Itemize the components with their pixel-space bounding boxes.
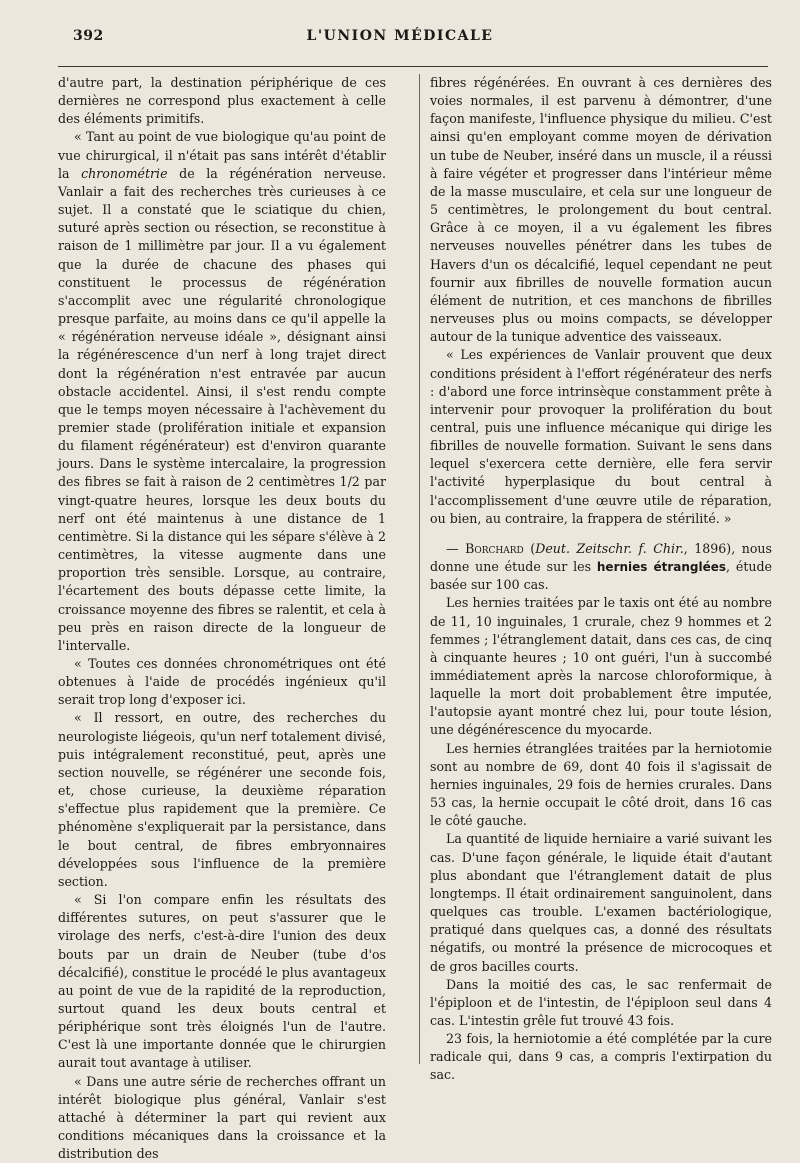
paragraph: d'autre part, la destination périphérique de ces dernières ne correspond plus exactement à celle des éléments primitifs. <box>58 75 386 127</box>
paragraph: « Il ressort, en outre, des recherches du neurologiste liégeois, qu'un nerf totalement divisé, puis intégralement reconstitué, peut, après une section nouvelle, se régénérer une seconde fois, et, chose curieuse, la deuxième réparation s'effectue plus rapidement que la première. Ce phénomène s'expliquerait par la persistance, dans le bout central, de fibres embryonnaires développées sous l'influence de la première section. <box>58 710 386 889</box>
running-title: L'UNION MÉDICALE <box>306 28 494 44</box>
author-name: Borchard <box>465 540 524 556</box>
page-number: 392 <box>73 28 104 44</box>
topic-heading: hernies étranglées <box>596 560 727 575</box>
paragraph: fibres régénérées. En ouvrant à ces dernières des voies normales, il est parvenu à démontrer, d'une façon manifeste, l'influence physique du milieu. C'est ainsi qu'en employant comme moyen de dérivation un tube de Neuber, inséré dans un muscle, il a réussi à faire végéter et progresser dans l'intérieur même de la masse musculaire, et cela sur une longueur de 5 centimètres, le prolongement du bout central. Grâce à ce moyen, il a vu également les fibres nerveuses nouvelles pénétrer dans les tubes de Havers d'un os décalcifié, lequel cependant ne peut fournir aux fibrilles de nouvelle formation aucun élément de nutrition, et ces manchons de fibrilles nerveuses plus ou moins compacts, se développer autour de la tunique adventice des vaisseaux. <box>430 75 772 345</box>
review-paragraph: — Borchard (Deut. Zeitschr. f. Chir., 1896), nous donne une étude sur les hernies étranglées, étude basée sur 100 cas. <box>430 540 773 593</box>
left-column <box>58 74 386 1163</box>
journal-reference: Deut. Zeitschr. f. Chir. <box>535 540 684 556</box>
paragraph: 23 fois, la herniotomie a été complétée par la cure radicale qui, dans 9 cas, a compris l'extirpation du sac. <box>430 1031 772 1083</box>
paragraph: « Tant au point de vue biologique qu'au point de vue chirurgical, il n'était pas sans intérêt d'établir la chronométrie de la régénération nerveuse. Vanlair a fait des recherches très curieuses à ce sujet. Il a constaté que le sciatique du chien, suturé après section ou résection, se reconstitue à raison de 1 millimètre par jour. Il a vu également que la durée de chacune des phases qui constituent le processus de régénération s'accomplit avec une régularité chronologique presque parfaite, au moins dans ce qu'il appelle la « régénération nerveuse idéale », désignant ainsi la régénérescence d'un nerf à long trajet direct dont la régénération n'est entravée par aucun obstacle accidentel. Ainsi, il s'est rendu compte que le temps moyen nécessaire à l'achèvement du premier stade (prolifération initiale et expansion du filament régénérateur) est d'environ quarante jours. Dans le système intercalaire, la progression des fibres se fait à raison de 2 centimètres 1/2 par vingt-quatre heures, lorsque les deux bouts du nerf ont été maintenus à une distance de 1 centimètre. Si la distance qui les sépare s'élève à 2 centimètres, la vitesse augmente dans une proportion très sensible. Lorsque, au contraire, l'écartement des bouts dépasse cette limite, la croissance moyenne des fibres se ralentit, et cela à peu près en raison directe de la longueur de l'intervalle. <box>58 129 386 653</box>
emphasis: chronométrie <box>81 165 168 181</box>
paragraph: « Les expériences de Vanlair prouvent que deux conditions président à l'effort régénérateur des nerfs : d'abord une force intrinsèque constamment prête à intervenir pour provoquer la prolifération du bout central, puis une influence mécanique qui dirige les fibrilles de nouvelle formation. Suivant le sens dans lequel s'exercera cette dernière, elle fera servir l'activité hyperplasique du bout central à l'accomplissement d'une œuvre utile de réparation, ou bien, au contraire, la frappera de stérilité. » <box>430 347 772 526</box>
page-header <box>0 22 800 48</box>
paragraph: « Dans une autre série de recherches offrant un intérêt biologique plus général, Vanlair s'est attaché à déterminer la part qui revient aux conditions mécaniques dans la croissance et la distribution des <box>58 1073 386 1162</box>
header-rule <box>58 66 768 67</box>
paragraph: Dans la moitié des cas, le sac renfermait de l'épiploon et de l'intestin, de l'épiploon seul dans 4 cas. L'intestin grêle fut trouvé 43 fois. <box>430 976 772 1028</box>
paragraph: Les hernies traitées par le taxis ont été au nombre de 11, 10 inguinales, 1 crurale, chez 9 hommes et 2 femmes ; l'étranglement datait, dans ces cas, de cinq à cinquante heures ; 10 ont guéri, l'un à succombé immédiatement après la narcose chloroformique, à laquelle la mort doit probablement être imputée, l'autopsie ayant montré chez lui, pour toute lésion, une dégénérescence du myocarde. <box>430 595 772 738</box>
column-divider <box>419 74 420 1064</box>
paragraph: Les hernies étranglées traitées par la herniotomie sont au nombre de 69, dont 40 fois il s'agissait de hernies inguinales, 29 fois de hernies crurales. Dans 53 cas, la hernie occupait le côté droit, dans 16 cas le côté gauche. <box>430 740 772 829</box>
right-column <box>430 74 772 1085</box>
paragraph: « Toutes ces données chronométriques ont été obtenues à l'aide de procédés ingénieux qu'il serait trop long d'exposer ici. <box>58 656 386 708</box>
paragraph: « Si l'on compare enfin les résultats des différentes sutures, on peut s'assurer que le virolage des nerfs, c'est-à-dire l'union des deux bouts par un drain de Neuber (tube d'os décalcifié), constitue le procédé le plus avantageux au point de vue de la rapidité de la reproduction, surtout quand les deux bouts central et périphérique sont très éloignés l'un de l'autre. C'est là une importante donnée que le chirurgien aurait tout avantage à utiliser. <box>58 892 386 1071</box>
paragraph: La quantité de liquide herniaire a varié suivant les cas. D'une façon générale, le liquide était d'autant plus abondant que l'étranglement datait de plus longtemps. Il était ordinairement sanguinolent, dans quelques cas trouble. L'examen bactériologique, pratiqué dans quelques cas, a donné des résultats négatifs, ou montré la présence de microcoques et de gros bacilles courts. <box>430 831 772 974</box>
